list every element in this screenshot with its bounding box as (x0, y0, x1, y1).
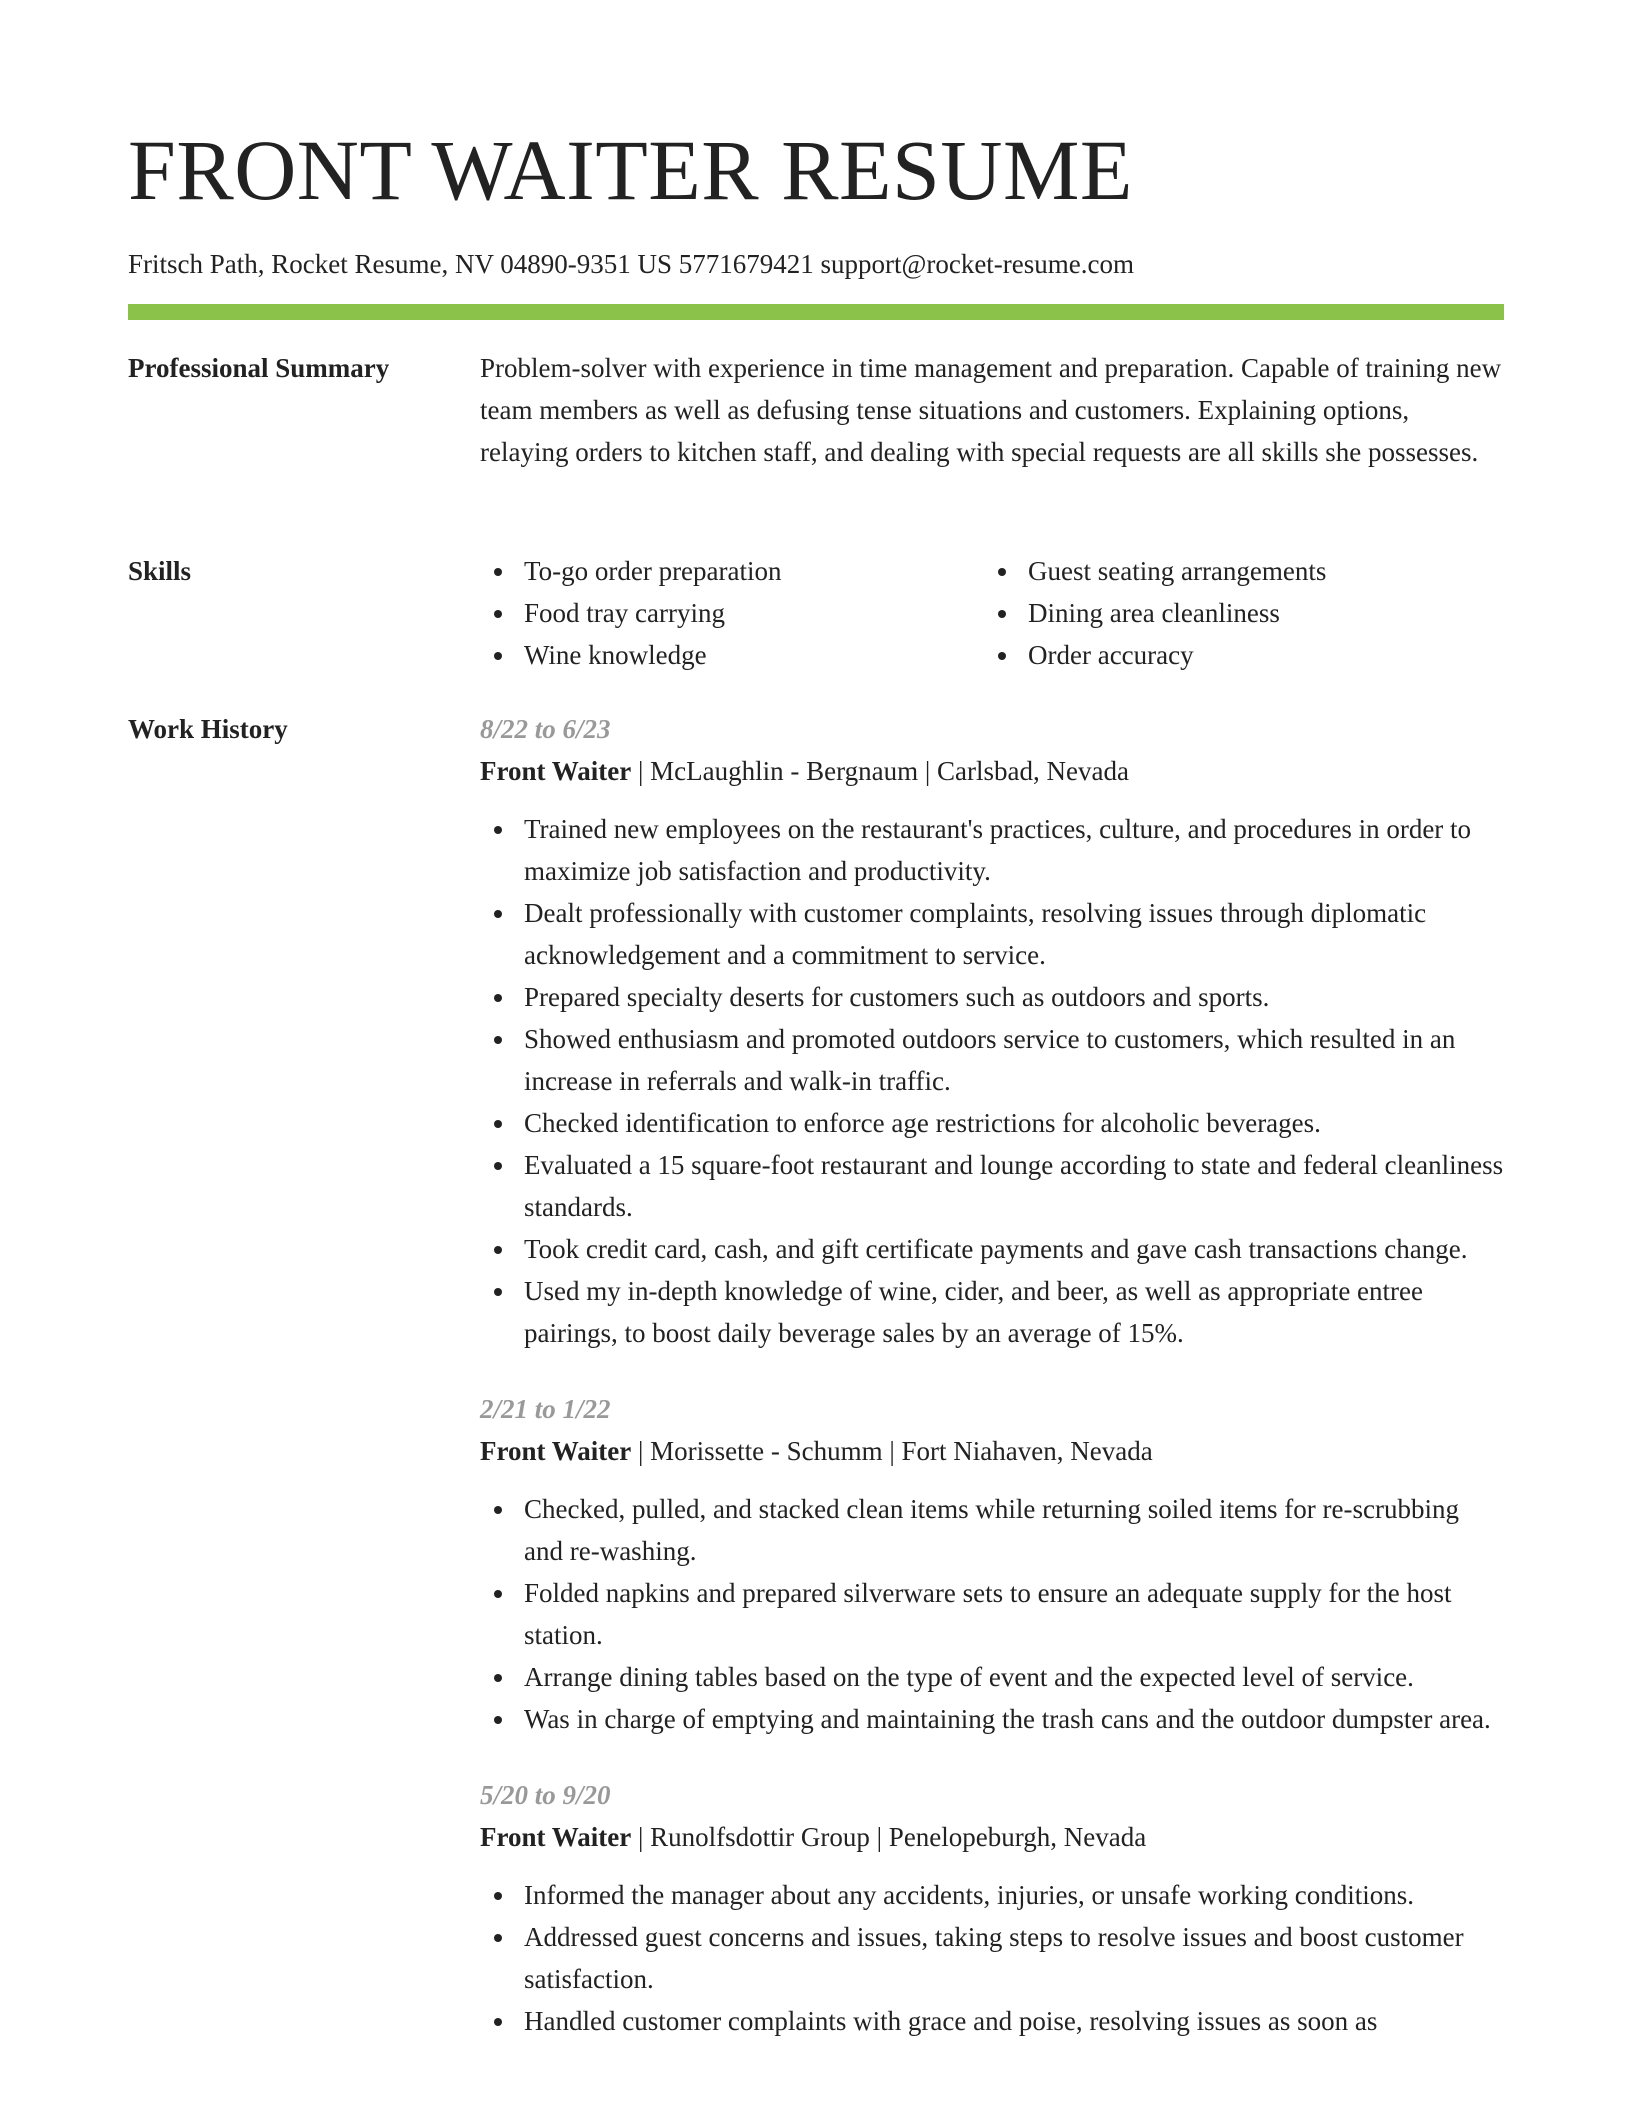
job-separator: | (631, 1436, 651, 1466)
job-location: Fort Niahaven, Nevada (901, 1436, 1153, 1466)
resume-title: FRONT WAITER RESUME (128, 122, 1133, 218)
skill-item: Wine knowledge (480, 634, 984, 676)
job-separator: | (918, 756, 937, 786)
job-line (480, 750, 1504, 792)
summary-text: Problem-solver with experience in time management and preparation. Capable of training new team members as well as defusing tense situations and customers. Explaining options, relaying orders to kitchen staff, and dealing with special requests are all skills she possesses. (480, 353, 1502, 467)
work-history-label: Work History (128, 714, 288, 744)
accent-divider (128, 304, 1504, 320)
job-entry (480, 1388, 1504, 1740)
job-bullet: Took credit card, cash, and gift certificate payments and gave cash transactions change. (480, 1228, 1504, 1270)
job-bullets (480, 1488, 1504, 1740)
job-dates: 8/22 to 6/23 (480, 714, 611, 744)
job-bullet: Prepared specialty deserts for customers such as outdoors and sports. (480, 976, 1504, 1018)
skills-grid (480, 550, 1504, 676)
job-separator: | (869, 1822, 889, 1852)
job-location: Carlsbad, Nevada (937, 756, 1129, 786)
job-company: Morissette - Schumm (650, 1436, 883, 1466)
job-entry (480, 1774, 1504, 2042)
job-location: Penelopeburgh, Nevada (888, 1822, 1147, 1852)
job-bullet: Folded napkins and prepared silverware sets to ensure an adequate supply for the host station. (480, 1572, 1504, 1656)
work-history-section (128, 708, 1504, 2076)
job-company: McLaughlin - Bergnaum (650, 756, 919, 786)
job-separator: | (631, 756, 651, 786)
job-bullets (480, 1874, 1504, 2042)
job-bullet: Trained new employees on the restaurant's practices, culture, and procedures in order to maximize job satisfaction and productivity. (480, 808, 1504, 892)
skill-item: To-go order preparation (480, 550, 984, 592)
job-bullet: Was in charge of emptying and maintaining the trash cans and the outdoor dumpster area. (480, 1698, 1504, 1740)
job-bullet: Handled customer complaints with grace and poise, resolving issues as soon as (480, 2000, 1504, 2042)
job-dates: 2/21 to 1/22 (480, 1394, 611, 1424)
job-bullet: Checked, pulled, and stacked clean items while returning soiled items for re-scrubbing and re-washing. (480, 1488, 1504, 1572)
job-bullet: Checked identification to enforce age restrictions for alcoholic beverages. (480, 1102, 1504, 1144)
job-bullet: Showed enthusiasm and promoted outdoors service to customers, which resulted in an increase in referrals and walk-in traffic. (480, 1018, 1504, 1102)
job-role: Front Waiter (480, 1436, 632, 1466)
job-bullet: Used my in-depth knowledge of wine, cider, and beer, as well as appropriate entree pairings, to boost daily beverage sales by an average of 15%. (480, 1270, 1504, 1354)
job-role: Front Waiter (480, 1822, 632, 1852)
job-line (480, 1816, 1504, 1858)
skills-column-right (984, 550, 1504, 676)
job-bullet: Evaluated a 15 square-foot restaurant and lounge according to state and federal cleanliness standards. (480, 1144, 1504, 1228)
job-separator: | (631, 1822, 651, 1852)
job-line (480, 1430, 1504, 1472)
skill-item: Food tray carrying (480, 592, 984, 634)
skills-label: Skills (128, 556, 192, 586)
skills-column-left (480, 550, 984, 676)
job-entry (480, 708, 1504, 1354)
skill-item: Dining area cleanliness (984, 592, 1504, 634)
summary-label: Professional Summary (128, 353, 390, 383)
job-separator: | (882, 1436, 902, 1466)
job-bullets (480, 808, 1504, 1354)
job-bullet: Dealt professionally with customer complaints, resolving issues through diplomatic acknowledgement and a commitment to service. (480, 892, 1504, 976)
summary-section (128, 347, 1504, 473)
job-bullet: Arrange dining tables based on the type of event and the expected level of service. (480, 1656, 1504, 1698)
skills-section (128, 550, 1504, 676)
job-bullet: Informed the manager about any accidents, injuries, or unsafe working conditions. (480, 1874, 1504, 1916)
job-company: Runolfsdottir Group (650, 1822, 870, 1852)
job-bullet: Addressed guest concerns and issues, taking steps to resolve issues and boost customer satisfaction. (480, 1916, 1504, 2000)
skill-item: Order accuracy (984, 634, 1504, 676)
job-role: Front Waiter (480, 756, 632, 786)
skill-item: Guest seating arrangements (984, 550, 1504, 592)
job-dates: 5/20 to 9/20 (480, 1780, 611, 1810)
resume-page (128, 0, 1504, 320)
contact-line: Fritsch Path, Rocket Resume, NV 04890-9351 US 5771679421 support@rocket-resume.com (128, 249, 1135, 279)
